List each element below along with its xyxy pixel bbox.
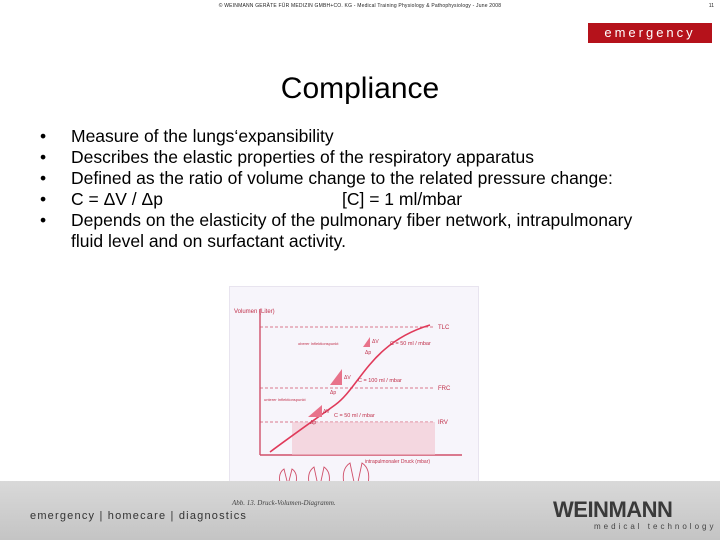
brand-emergency-bar: emergency: [588, 23, 712, 43]
weinmann-logo: WEINMANN: [553, 497, 673, 522]
bullet-text: Measure of the lungs‘expansibility: [71, 126, 334, 146]
weinmann-logo-subtitle: medical technology: [594, 522, 717, 531]
bullet-item-formula: [40, 189, 660, 210]
upper-inflection-label: oberer Inflektionspunkt: [298, 341, 339, 346]
slide-header: © WEINMANN GERÄTE FÜR MEDIZIN GMBH+CO. KG - Medical Training Physiology & Pathophysiology - June 2008: [218, 3, 502, 9]
slide-title: Compliance: [280, 72, 440, 105]
bullet-dot: •: [40, 210, 47, 230]
bullet-item: [40, 168, 660, 189]
lower-inflection-label: unterer Inflektionspunkt: [264, 397, 306, 402]
dv-label-lower: ΔV: [323, 409, 330, 415]
dp-label-middle: Δp: [330, 390, 337, 396]
bullet-item: [40, 210, 660, 252]
bullet-text: Depends on the elasticity of the pulmonary fiber network, intrapulmonary fluid level and on surfactant activity.: [71, 210, 633, 251]
c-middle-label: C = 100 ml / mbar: [358, 378, 402, 384]
c-upper-label: C = 50 ml / mbar: [390, 341, 431, 347]
bullet-dot: •: [40, 168, 47, 188]
figure-caption: Abb. 13. Druck-Volumen-Diagramm.: [232, 499, 336, 507]
bullet-dot: •: [40, 126, 47, 146]
delta-triangle-middle: [330, 369, 342, 385]
dv-label-upper: ΔV: [372, 339, 379, 345]
page-number: 11: [708, 3, 714, 9]
dp-label-upper: Δp: [365, 350, 372, 356]
formula-unit: [C] = 1 ml/mbar: [342, 189, 463, 209]
level-label-irv: IRV: [438, 420, 448, 426]
bullet-dot: •: [40, 147, 47, 167]
formula-text: C = ΔV / Δp: [71, 189, 163, 209]
bullet-list: [40, 126, 660, 252]
dp-label-lower: Δp: [310, 420, 317, 426]
bullet-item: [40, 126, 660, 147]
delta-triangle-lower: [308, 405, 322, 417]
pressure-volume-figure: [229, 286, 479, 514]
x-axis-label: intrapulmonaler Druck (mbar): [365, 459, 431, 465]
c-lower-label: C = 50 ml / mbar: [334, 413, 375, 419]
level-label-tlc: TLC: [438, 325, 450, 331]
irv-band: [292, 422, 435, 455]
delta-triangle-upper: [363, 337, 370, 347]
bullet-text: Describes the elastic properties of the respiratory apparatus: [71, 147, 535, 167]
dv-label-middle: ΔV: [344, 375, 351, 381]
bullet-item: [40, 147, 660, 168]
footer-bar: [0, 481, 720, 540]
y-axis-label: Volumen (Liter): [234, 309, 275, 315]
pressure-volume-diagram: [230, 287, 478, 513]
bullet-dot: •: [40, 189, 47, 209]
level-label-frc: FRC: [438, 386, 451, 392]
footer-tagline: emergency | homecare | diagnostics: [30, 510, 248, 522]
bullet-text: Defined as the ratio of volume change to the related pressure change:: [71, 168, 613, 188]
